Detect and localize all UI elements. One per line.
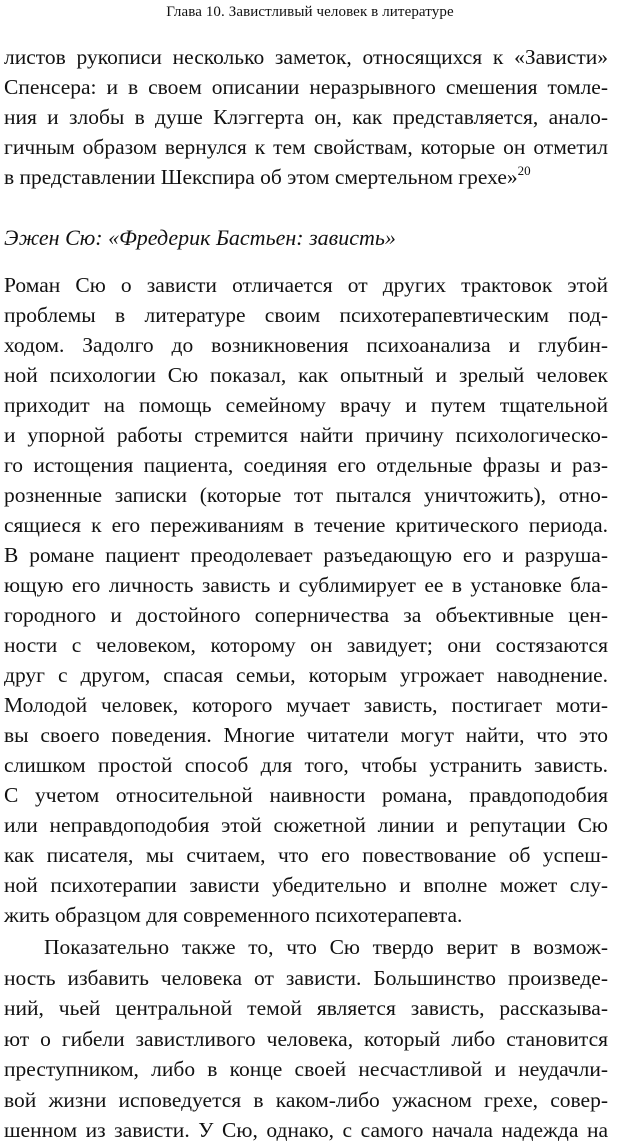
text-line: или неправдоподобия этой сюжетной линии и репутации Сю	[4, 813, 608, 837]
text-line: и упорной работы стремится найти причину психологическо-	[4, 423, 608, 447]
text-line: шенном из зависти. У Сю, однако, с самого начала надежда на	[4, 1118, 608, 1142]
text-line: проблемы в литературе своим психотерапевтическим под-	[4, 303, 608, 327]
text-line: друг с другом, спасая семьи, которым угрожает наводнение.	[4, 663, 608, 687]
text-line: как писателя, мы считаем, что его повествование об успеш-	[4, 843, 608, 867]
text-line: Молодой человек, которого мучает зависть, постигает моти-	[4, 693, 608, 717]
text-line: ность избавить человека от зависти. Большинство произведе-	[4, 965, 608, 990]
text-line: приходит на помощь семейному врачу и путем тщательной	[4, 393, 608, 417]
text-line: сящиеся к его переживаниям в течение критического периода.	[4, 513, 608, 537]
text-line: вы своего поведения. Многие читатели могут найти, что это	[4, 723, 608, 747]
text-line: ющую его личность зависть и сублимирует ее в установке бла-	[4, 573, 608, 597]
text-line: С учетом относительной наивности романа, правдоподобия	[4, 783, 608, 807]
text-line: вой жизни исповедуется в каком-либо ужасном грехе, совер-	[4, 1087, 608, 1112]
text-line: ности с человеком, которому он завидует; они состязаются	[4, 633, 608, 657]
text-line: ния и злобы в душе Клэггерта он, как представляется, анало-	[4, 105, 608, 129]
text-line: гичным образом вернулся к тем свойствам, которые он отметил	[4, 135, 608, 159]
text-line: преступником, либо в конце своей несчастливой и неудачли-	[4, 1057, 608, 1081]
section-heading: Эжен Сю: «Фредерик Бастьен: зависть»	[4, 225, 396, 250]
text-line: слишком простой способ для того, чтобы устранить зависть.	[4, 753, 608, 777]
text-line: го истощения пациента, соединяя его отдельные фразы и раз-	[4, 453, 608, 477]
text-line: Роман Сю о зависти отличается от других трактовок этой	[4, 273, 608, 297]
text-line: городного и достойного соперничества за объективные цен-	[4, 603, 608, 627]
text-line: ний, чьей центральной темой является зависть, рассказыва-	[4, 996, 608, 1020]
text-line: ной психологии Сю показал, как опытный и зрелый человек	[4, 363, 608, 387]
text-line: ют о гибели завистливого человека, который либо становится	[4, 1026, 608, 1051]
text-line: ходом. Задолго до возникновения психоанализа и глубин-	[4, 333, 608, 357]
text-line	[4, 162, 608, 192]
running-header: Глава 10. Завистливый человек в литературе	[166, 4, 454, 20]
text-line: ной психотерапии зависти убедительно и вполне может слу-	[4, 873, 608, 897]
footnote-reference: 20	[517, 163, 531, 178]
text-line: листов рукописи несколько заметок, относящихся к «Зависти»	[4, 45, 608, 69]
text-line-content: в представлении Шекспира об этом смертельном грехе»	[4, 165, 518, 189]
text-line: розненные записки (которые тот пытался уничтожить), отно-	[4, 483, 608, 507]
text-line: Показательно также то, что Сю твердо верит в возмож-	[44, 935, 608, 959]
text-line: жить образцом для современного психотерапевта.	[4, 903, 463, 927]
text-line: Спенсера: и в своем описании неразрывного смешения томле-	[4, 75, 608, 99]
text-line: В романе пациент преодолевает разъедающую его и разруша-	[4, 543, 608, 567]
